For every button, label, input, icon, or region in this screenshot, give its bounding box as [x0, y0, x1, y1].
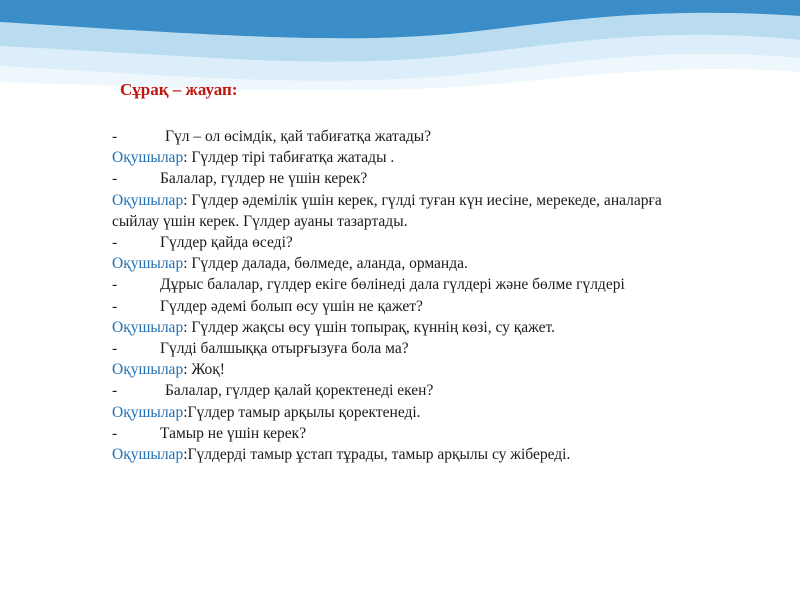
question-text: Гүлдер қайда өседі? [160, 234, 293, 252]
speaker-label: Оқушылар [112, 361, 184, 379]
question-text: Гүл – ол өсімдік, қай табиғатқа жатады? [165, 128, 432, 145]
answer-line [112, 190, 672, 232]
question-line [112, 274, 672, 295]
speaker-label: Оқушылар [112, 318, 184, 336]
answer-text: : Гүлдер далада, бөлмеде, аланда, орманда. [183, 255, 468, 273]
answer-line [112, 444, 672, 465]
dash-marker: - [112, 170, 118, 188]
answer-text: :Гүлдер тамыр арқылы қоректенеді. [183, 403, 421, 421]
question-line [112, 232, 672, 253]
answer-text: : Гүлдер жақсы өсу үшін топырақ, күннің көзі, су қажет. [183, 318, 556, 336]
speaker-label: Оқушылар [112, 446, 184, 464]
answer-text: : Гүлдер тірі табиғатқа жатады . [183, 149, 395, 167]
question-text: Тамыр не үшін керек? [160, 424, 307, 442]
answer-line [112, 317, 672, 338]
slide-title: Сұрақ – жауап: [120, 80, 238, 99]
answer-line [112, 147, 672, 168]
dash-marker: - [112, 382, 118, 400]
dash-marker: - [112, 128, 118, 145]
dash-marker: - [112, 234, 118, 252]
speaker-label: Оқушылар [112, 403, 184, 421]
question-text: Гүлдер әдемі болып өсу үшін не қажет? [160, 297, 423, 315]
qa-content [112, 126, 672, 465]
question-line [112, 380, 672, 401]
answer-text: :Гүлдерді тамыр ұстап тұрады, тамыр арқылы су жібереді. [183, 446, 571, 464]
dash-marker: - [112, 276, 118, 294]
dash-marker: - [112, 297, 118, 315]
question-line [112, 126, 672, 147]
answer-text: : Жоқ! [183, 361, 225, 379]
answer-line [112, 253, 672, 274]
speaker-label: Оқушылар [112, 191, 184, 209]
question-text: Дұрыс балалар, гүлдер екіге бөлінеді дала гүлдері және бөлме гүлдері [160, 276, 625, 294]
dash-marker: - [112, 340, 118, 358]
question-line [112, 423, 672, 444]
question-text: Балалар, гүлдер қалай қоректенеді екен? [165, 382, 434, 400]
speaker-label: Оқушылар [112, 149, 184, 167]
question-text: Гүлді балшыққа отырғызуға бола ма? [160, 340, 409, 358]
speaker-label: Оқушылар [112, 255, 184, 273]
answer-text: : Гүлдер әдемілік үшін керек, гүлді туған күн иесіне, мерекеде, аналарға сыйлау үшін керек. Гүлдер ауаны тазартады. [112, 191, 662, 230]
wave-decoration [0, 0, 800, 90]
dash-marker: - [112, 424, 118, 442]
question-line [112, 296, 672, 317]
question-text: Балалар, гүлдер не үшін керек? [160, 170, 368, 188]
question-line [112, 168, 672, 189]
answer-line [112, 359, 672, 380]
answer-line [112, 402, 672, 423]
question-line [112, 338, 672, 359]
